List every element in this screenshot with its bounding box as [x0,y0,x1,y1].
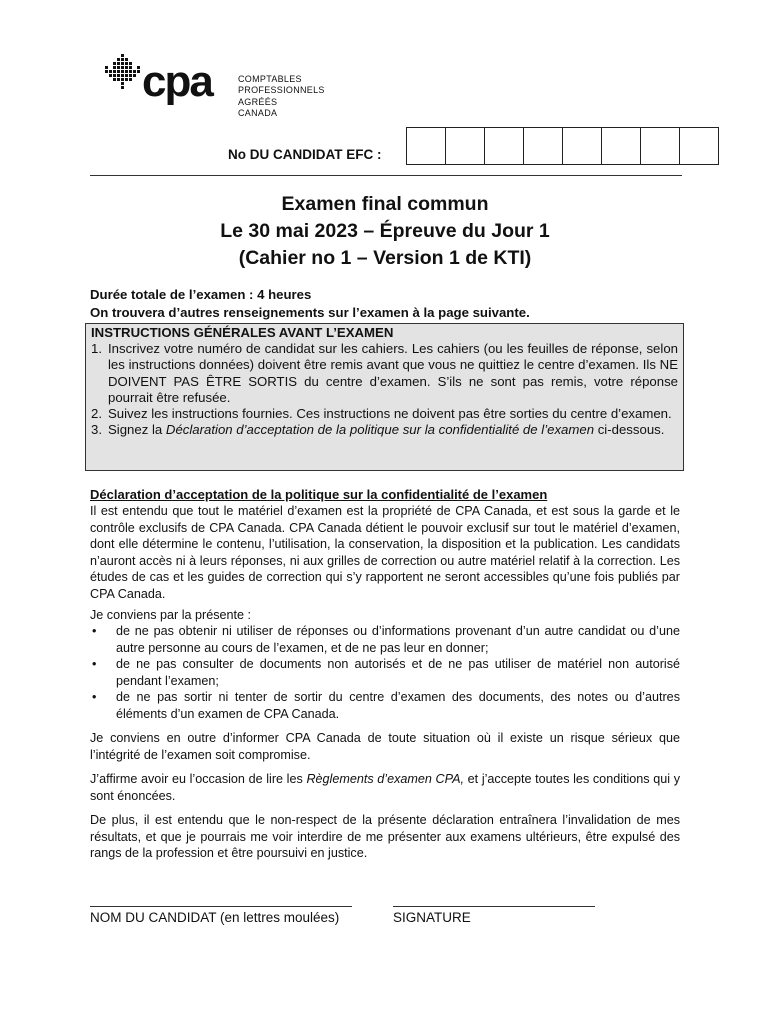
bullet-icon: • [92,624,97,638]
candidate-name-line[interactable] [90,906,352,907]
instruction-text-part: ci-dessous. [594,422,665,438]
instruction-item [91,341,678,406]
instruction-number: 2. [91,406,102,422]
declaration-paragraph: De plus, il est entendu que le non-respect de la présente déclaration entraînera l’invalidation de mes résultats, et que je pourrais me voir interdire de me présenter aux examens ultérieurs, être expulsé des rangs de la profession et être poursuivi en justice. [90,813,680,861]
instruction-number: 1. [91,341,102,357]
candidate-digit-box[interactable] [523,127,563,165]
instruction-text-italic: Déclaration d’acceptation de la politique sur la confidentialité de l’examen [165,422,595,438]
paragraph-text-part: J’affirme avoir eu l’occasion de lire les [90,772,307,786]
declaration-paragraph [90,771,680,804]
logo-word: CANADA [238,107,278,118]
instruction-text: Inscrivez votre numéro de candidat sur les cahiers. Les cahiers (ou les feuilles de réponse, selon les instructions données) doivent être remis avant que vous ne quittiez le centre d’examen. Ils NE DOIVENT PAS ÊTRE SORTIS du centre d’examen. S’ils ne sont pas remis, votre réponse pourrait être refusée. [108,341,678,405]
logo-word: COMPTABLES [238,74,302,84]
signature-line[interactable] [393,906,595,907]
candidate-digit-box[interactable] [679,127,719,165]
list-item [90,656,680,689]
instruction-item [91,406,678,422]
candidate-digit-box[interactable] [562,127,602,165]
candidate-digit-box[interactable] [484,127,524,165]
bullet-icon: • [92,657,97,671]
logo-tagline [238,74,325,119]
paragraph-text-part: et j’accepte toutes les conditions qui y sont énoncées. [90,772,681,803]
candidate-name-label: NOM DU CANDIDAT (en lettres moulées) [90,910,340,925]
signature-label: SIGNATURE [393,910,471,925]
general-instructions-box [85,323,684,471]
exam-title: Examen final commun [281,193,489,215]
candidate-digit-box[interactable] [601,127,641,165]
maple-leaf-dots-icon [102,52,142,96]
candidate-number-boxes[interactable] [407,127,719,165]
more-info-note: On trouvera d’autres renseignements sur l’examen à la page suivante. [90,305,530,320]
list-item-text: de ne pas obtenir ni utiliser de réponses ou d’informations provenant d’un autre candidat ou d’une autre personne au cours de l’examen, et de ne pas leur en donner; [116,624,680,655]
declaration-paragraph: Je conviens en outre d’informer CPA Canada de toute situation où il existe un risque sérieux que l’intégrité de l’examen soit compromise. [90,731,680,762]
logo-word: AGRÉÉS [238,96,278,107]
logo-word: PROFESSIONNELS [238,85,325,96]
exam-date: Le 30 mai 2023 – Épreuve du Jour 1 [220,220,550,242]
instructions-heading: INSTRUCTIONS GÉNÉRALES AVANT L’EXAMEN [91,325,394,340]
declaration-heading: Déclaration d’acceptation de la politique sur la confidentialité de l’examen [90,487,548,502]
candidate-number-label: No DU CANDIDAT EFC : [228,147,382,162]
logo-wordmark: cpa [142,57,212,106]
candidate-digit-box[interactable] [640,127,680,165]
exam-booklet: (Cahier no 1 – Version 1 de KTI) [238,247,532,269]
list-item [90,623,680,656]
list-item-text: de ne pas consulter de documents non autorisés et de ne pas utiliser de matériel non autorisé pendant l’examen; [116,657,680,688]
exam-duration: Durée totale de l’examen : 4 heures [90,287,312,302]
instruction-item [91,422,678,438]
cpa-logo [102,52,362,127]
instruction-text: Suivez les instructions fournies. Ces instructions ne doivent pas être sorties du centre d’examen. [108,406,672,422]
declaration-paragraph: Il est entendu que tout le matériel d’examen est la propriété de CPA Canada, et est sous la garde et le contrôle exclusifs de CPA Canada. CPA Canada détient le pouvoir exclusif sur tout le matériel d’examen, dont elle détermine le contenu, l’utilisation, la conservation, la disposition et la publication. Les candidats n’auront accès ni à leurs réponses, ni aux grilles de correction ou autre matériel relatif à la correction. Les études de cas et les guides de correction qui s’y rapportent ne seront accessibles qu’une fois publiés par CPA Canada. [90,504,680,601]
instruction-text [108,422,678,438]
candidate-digit-box[interactable] [406,127,446,165]
header-divider [90,175,682,176]
candidate-digit-box[interactable] [445,127,485,165]
instruction-text-part: Signez la [108,422,166,438]
declaration-paragraph: Je conviens par la présente : [90,608,252,622]
bullet-icon: • [92,690,97,704]
list-item-text: de ne pas sortir ni tenter de sortir du centre d’examen des documents, des notes ou d’autres éléments d’un examen de CPA Canada. [116,690,680,721]
paragraph-text-italic: Règlements d’examen CPA, [306,772,465,786]
instruction-number: 3. [91,422,102,438]
list-item [90,689,680,722]
